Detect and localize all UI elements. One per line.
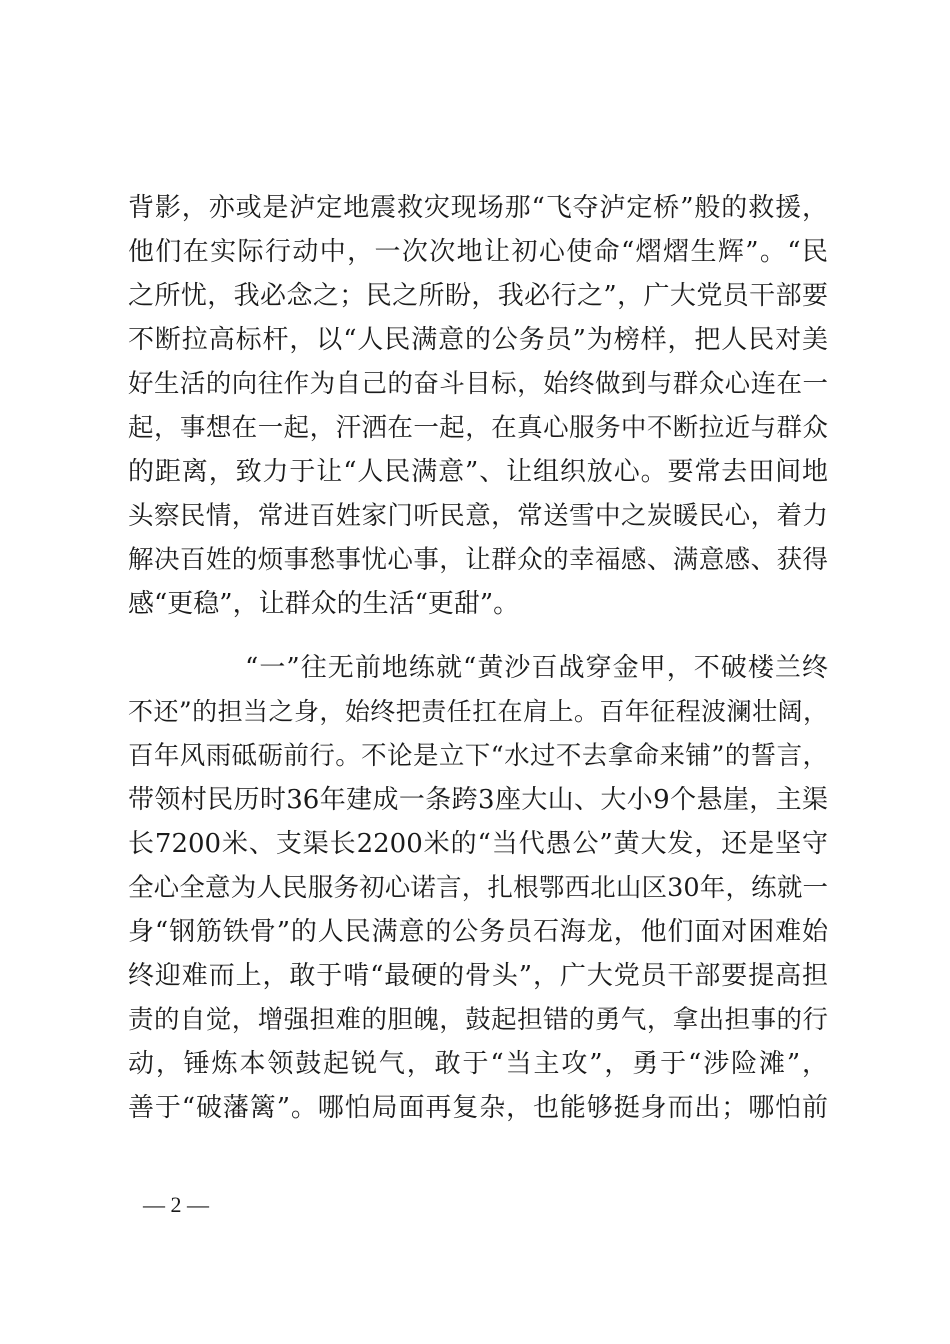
text-line: 动，锤炼本领鼓起锐气，敢于“当主攻”，勇于“涉险滩”， (128, 1049, 828, 1079)
text-line: 身“钢筋铁骨”的人民满意的公务员石海龙，他们面对困难始 (128, 917, 828, 947)
text-line: “一”往无前地练就“黄沙百战穿金甲，不破楼兰终 (245, 653, 828, 683)
text-line: 背影，亦或是泸定地震救灾现场那“飞夺泸定桥”般的救援， (128, 193, 828, 223)
text-line: 百年风雨砥砺前行。不论是立下“水过不去拿命来铺”的誓言， (128, 741, 828, 771)
text-line: 头察民情，常进百姓家门听民意，常送雪中之炭暖民心，着力 (128, 501, 828, 531)
text-line: 他们在实际行动中，一次次地让初心使命“熠熠生辉”。“民 (128, 237, 828, 267)
text-line: 好生活的向往作为自己的奋斗目标，始终做到与群众心连在一 (128, 369, 828, 399)
text-line: 之所忧，我必念之；民之所盼，我必行之”，广大党员干部要 (128, 281, 828, 311)
text-line: 不断拉高标杆，以“人民满意的公务员”为榜样，把人民对美 (128, 325, 828, 355)
text-line: 善于“破藩篱”。哪怕局面再复杂，也能够挺身而出；哪怕前 (128, 1093, 828, 1123)
text-line: 感“更稳”，让群众的生活“更甜”。 (128, 589, 520, 619)
text-line: 起，事想在一起，汗洒在一起，在真心服务中不断拉近与群众 (128, 413, 828, 443)
text-line: 长7200米、支渠长2200米的“当代愚公”黄大发，还是坚守 (128, 829, 828, 859)
text-line: 责的自觉，增强担难的胆魄，鼓起担错的勇气，拿出担事的行 (128, 1005, 828, 1035)
text-line: 的距离，致力于让“人民满意”、让组织放心。要常去田间地 (128, 457, 828, 487)
text-line: 全心全意为人民服务初心诺言，扎根鄂西北山区30年，练就一 (128, 873, 828, 903)
text-line: 解决百姓的烦事愁事忧心事，让群众的幸福感、满意感、获得 (128, 545, 828, 575)
text-line: 终迎难而上，敢于啃“最硬的骨头”，广大党员干部要提高担 (128, 961, 828, 991)
text-line: 带领村民历时36年建成一条跨3座大山、大小9个悬崖，主渠 (128, 785, 828, 815)
text-line: 不还”的担当之身，始终把责任扛在肩上。百年征程波澜壮阔， (128, 697, 828, 726)
page-number: — 2 — (143, 1192, 209, 1217)
